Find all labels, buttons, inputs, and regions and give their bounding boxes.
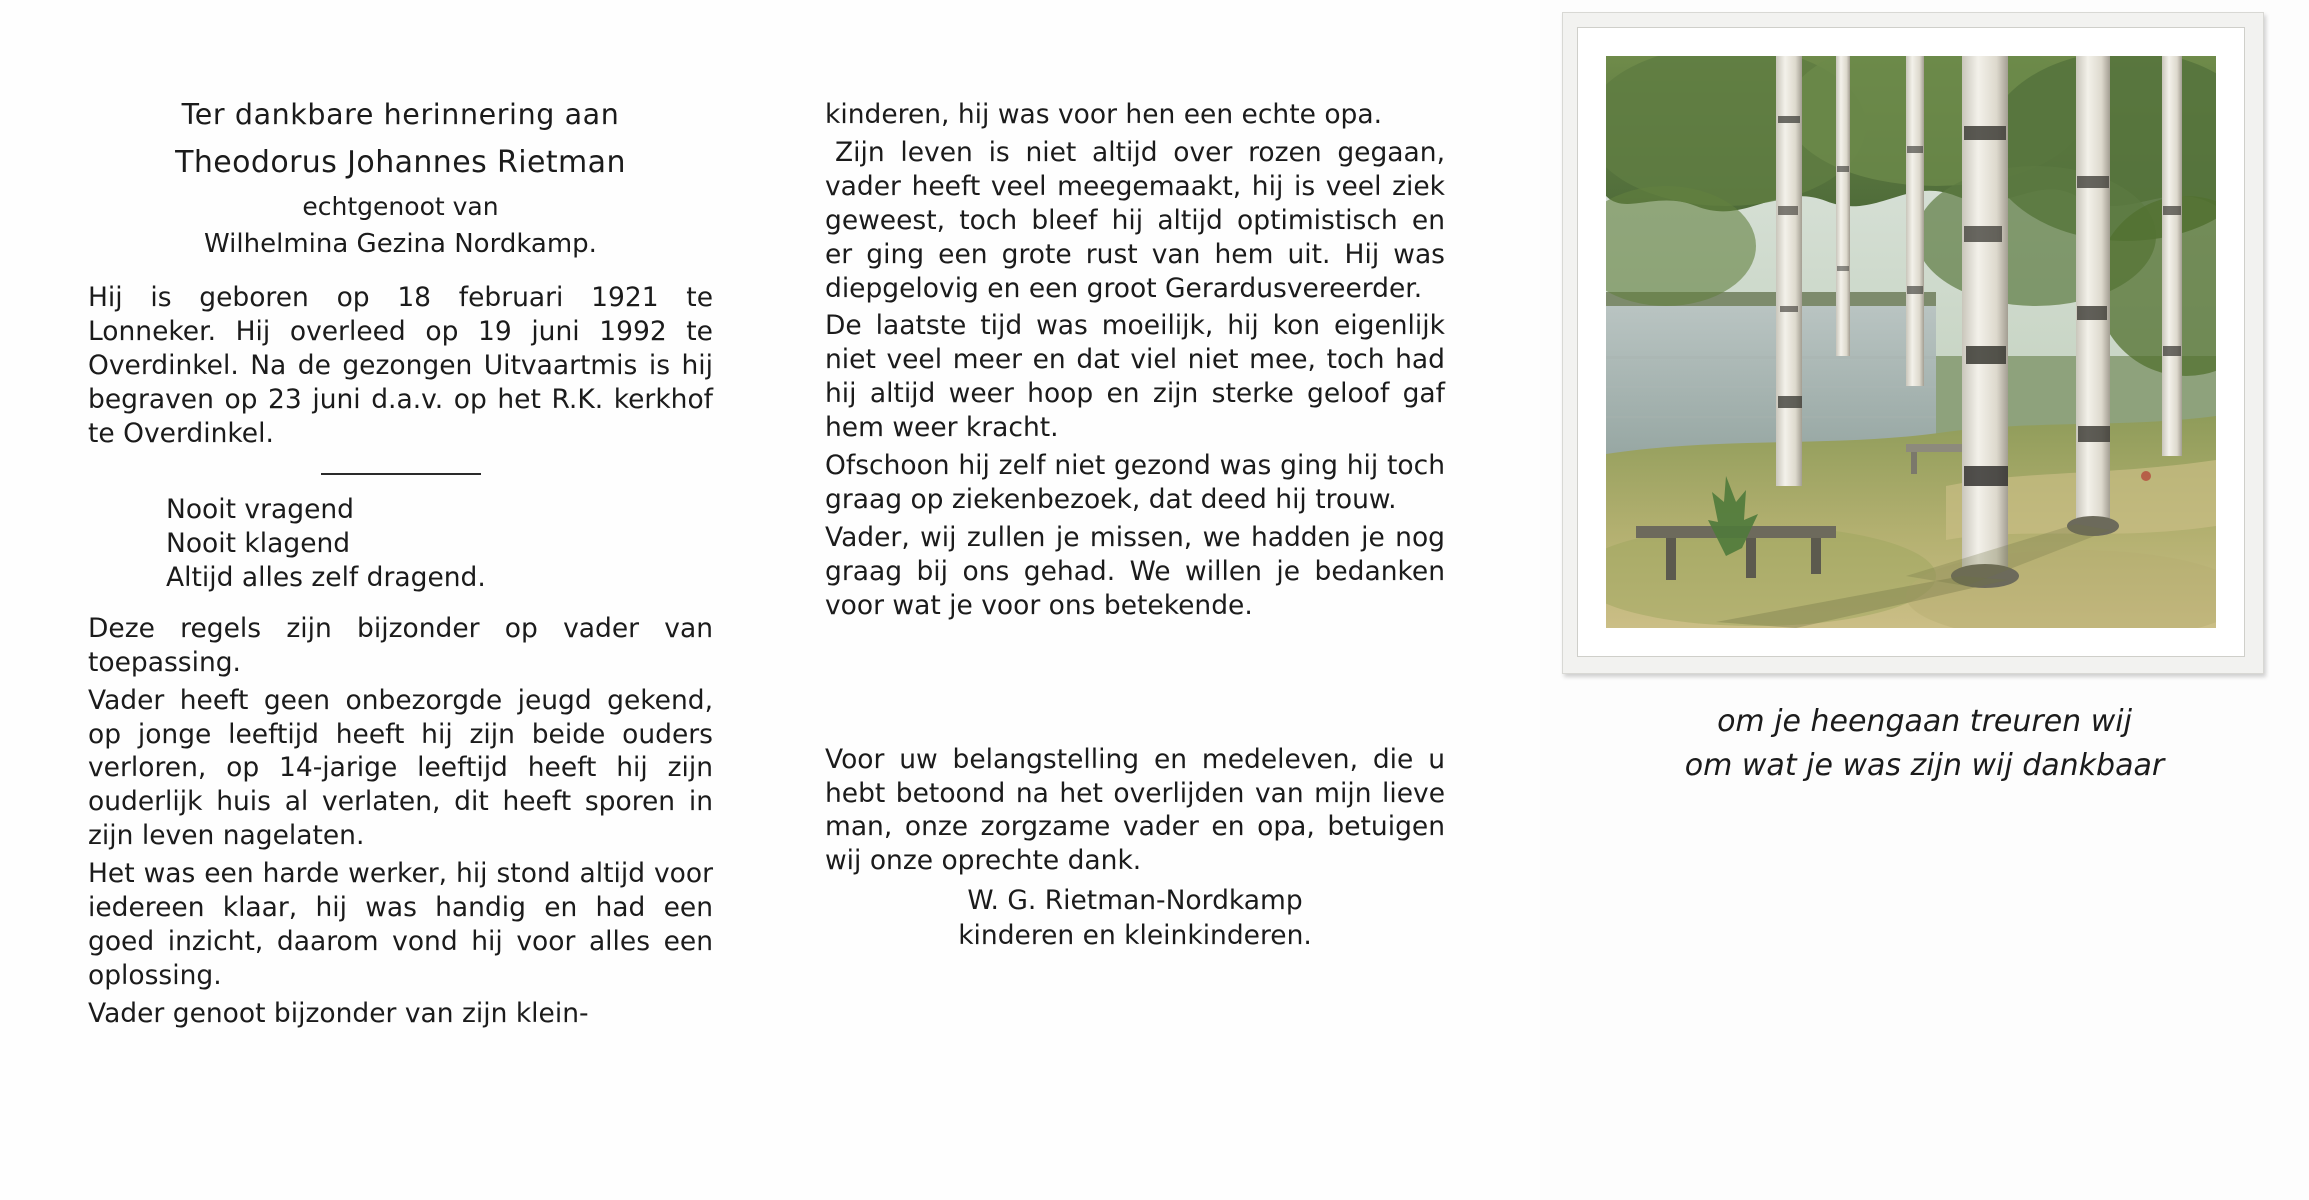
signature-block (825, 884, 1445, 953)
verse-line-2: Nooit klagend (166, 527, 351, 559)
verse-line-1: Nooit vragend (166, 493, 354, 525)
divider (321, 473, 481, 475)
photo-frame-outer (1562, 12, 2264, 674)
mid-paragraph-3: De laatste tijd was moeilijk, hij kon eigenlijk niet veel meer en dat viel niet mee, toch had hij altijd weer hoop en zijn sterke geloof gaf hem weer kracht. (825, 310, 1445, 444)
closing-block (825, 743, 1445, 954)
signature-line-2: kinderen en kleinkinderen. (958, 919, 1312, 951)
spouse-label: echtgenoot van (302, 192, 499, 221)
left-paragraph-1: Deze regels zijn bijzonder op vader van toepassing. (88, 612, 713, 678)
right-photo-panel (1540, 0, 2309, 1200)
caption-line-1: om je heengaan treuren wij (1717, 704, 2132, 739)
deceased-name: Theodorus Johannes Rietman (175, 145, 626, 180)
closing-paragraph: Voor uw belangstelling en medeleven, die u hebt betoond na het overlijden van mijn lieve man, onze zorgzame vader en opa, betuigen wij onze oprechte dank. (825, 743, 1445, 877)
verse-block (166, 493, 713, 596)
photo-caption (1540, 700, 2309, 787)
mid-paragraph-2: Zijn leven is niet altijd over rozen gegaan, vader heeft veel meegemaakt, hij is veel ziek geweest, toch bleef hij altijd optimistisch en er ging een grote rust van hem uit. Hij was diepgelovig en een groot Gerardusvereerder. (825, 136, 1445, 304)
middle-text-column (825, 98, 1445, 953)
mid-paragraph-5: Vader, wij zullen je missen, we hadden je nog graag bij ons gehad. We willen je bedanken voor wat je voor ons betekende. (825, 521, 1445, 621)
mid-paragraph-1: kinderen, hij was voor hen een echte opa. (825, 99, 1383, 130)
photo-frame-inner (1577, 27, 2245, 657)
birch-trees-photo (1606, 56, 2216, 628)
verse-line-3: Altijd alles zelf dragend. (166, 562, 486, 594)
left-paragraph-2: Vader heeft geen onbezorgde jeugd gekend, op jonge leeftijd heeft hij zijn beide ouders verloren, op 14-jarige leeftijd heeft hij zijn ouderlijk huis al verlaten, dit heeft sporen in zijn leven nagelaten. (88, 684, 713, 852)
left-paragraph-4: Vader genoot bijzonder van zijn klein- (88, 997, 589, 1029)
card-heading: Ter dankbare herinnering aan (181, 98, 620, 131)
spouse-name: Wilhelmina Gezina Nordkamp. (204, 229, 597, 259)
life-details-paragraph: Hij is geboren op 18 februari 1921 te Lonneker. Hij overleed op 19 juni 1992 te Overdinkel. Na de gezongen Uitvaartmis is hij begraven op 23 juni d.a.v. op het R.K. kerkhof te Overdinkel. (88, 282, 713, 449)
caption-line-2: om wat je was zijn wij dankbaar (1684, 747, 2165, 783)
mid-paragraph-4: Ofschoon hij zelf niet gezond was ging hij toch graag op ziekenbezoek, dat deed hij trouw. (825, 450, 1445, 515)
left-text-column (88, 98, 713, 1035)
left-paragraph-3: Het was een harde werker, hij stond altijd voor iedereen klaar, hij was handig en had een goed inzicht, daarom vond hij voor alles een oplossing. (88, 858, 713, 991)
signature-line-1: W. G. Rietman-Nordkamp (967, 885, 1303, 917)
